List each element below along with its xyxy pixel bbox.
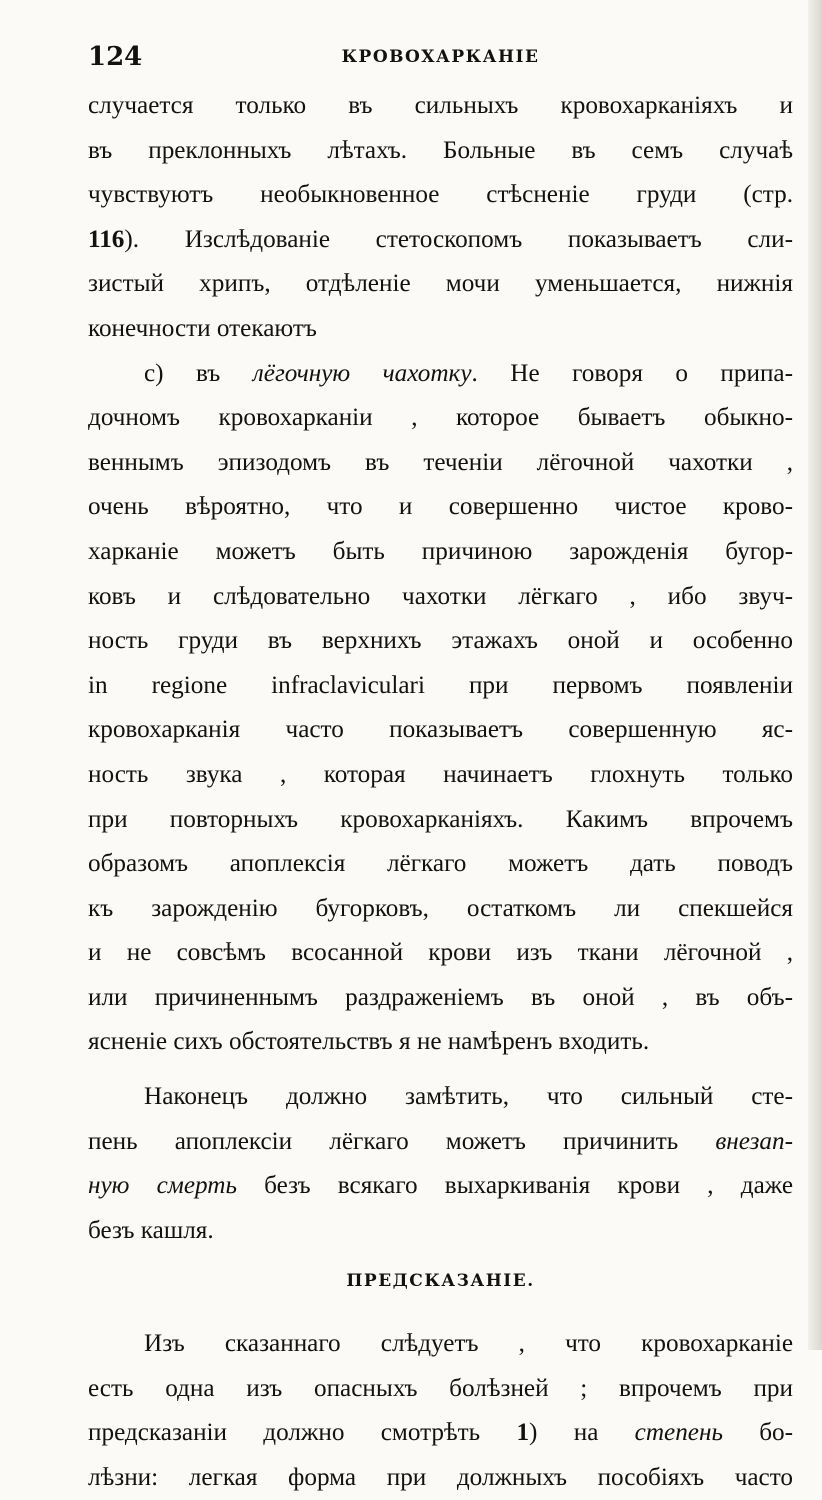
- text-fragment: пень апоплексіи лёгкаго можетъ причинить: [88, 1127, 716, 1155]
- text-fragment: c) въ: [144, 359, 253, 387]
- italic-term: степень: [634, 1419, 723, 1447]
- italic-term: внезап-: [715, 1127, 793, 1155]
- text-line: харканіе можетъ быть причиною зарожденія бугор-: [88, 537, 793, 565]
- text-line: [88, 352, 793, 397]
- italic-term: лёгочную чахотку: [252, 359, 472, 387]
- text-line: конечности отекаютъ: [88, 314, 317, 342]
- text-line: образомъ апоплексія лёгкаго можетъ дать поводъ: [88, 850, 793, 878]
- text-line: въ преклонныхъ лѣтахъ. Больные въ семъ случаѣ: [88, 136, 793, 164]
- text-line: чувствуютъ необыкновенное стѣсненіе груди (стр.: [88, 181, 793, 209]
- text-line: лѣзни: легкая форма при должныхъ пособіяхъ часто: [88, 1463, 793, 1491]
- text-line: кровохарканія часто показываетъ совершенную яс-: [88, 716, 793, 744]
- text-fragment: . Не говоря о припа-: [471, 359, 794, 387]
- text-line: [88, 218, 793, 263]
- page-edge-shadow: [808, 0, 822, 1350]
- text-line: или причиненнымъ раздраженіемъ въ оной , въ объ-: [88, 983, 793, 1011]
- text-fragment: безъ всякаго выхаркиванія крови , даже: [236, 1172, 794, 1200]
- text-line: Наконецъ должно замѣтить, что сильный сте-: [144, 1083, 793, 1111]
- italic-term: ную смерть: [88, 1172, 237, 1200]
- page-header: [88, 40, 793, 74]
- text-line: ясненіе сихъ обстоятельствъ я не намѣренъ входить.: [88, 1028, 650, 1056]
- page-reference: 116: [88, 225, 125, 253]
- text-line: и не совсѣмъ всосанной крови изъ ткани лёгочной ,: [88, 939, 793, 967]
- text-line: есть одна изъ опасныхъ болѣзней ; впрочемъ при: [88, 1374, 793, 1402]
- text-line: веннымъ эпизодомъ въ теченіи лёгочной чахотки ,: [88, 448, 793, 476]
- text-line: ковъ и слѣдовательно чахотки лёгкаго , ибо звуч-: [88, 582, 793, 610]
- body-text: [88, 84, 793, 1500]
- text-fragment: ) на: [529, 1419, 635, 1447]
- text-fragment: бо-: [722, 1419, 794, 1447]
- text-line: зистый хрипъ, отдѣленіе мочи уменьшается, нижнія: [88, 270, 793, 298]
- list-number: 1: [516, 1419, 530, 1447]
- running-title: КРОВОХАРКАНІЕ: [341, 47, 540, 67]
- text-fragment: предсказаніи должно смотрѣть: [88, 1419, 517, 1447]
- text-line: in regione infraclaviculari при первомъ появленіи: [88, 671, 793, 699]
- text-line: къ зарожденію бугорковъ, остаткомъ ли спекшейся: [88, 894, 793, 922]
- page-number: 124: [88, 42, 143, 72]
- section-heading: ПРЕДСКАЗАНІЕ.: [346, 1271, 535, 1292]
- text-line: [88, 1120, 793, 1165]
- text-line: при повторныхъ кровохарканіяхъ. Какимъ впрочемъ: [88, 805, 793, 833]
- text-line: ность груди въ верхнихъ этажахъ оной и особенно: [88, 627, 793, 655]
- text-line: дочномъ кровохарканіи , которое бываетъ обыкно-: [88, 404, 793, 432]
- text-line: [88, 1411, 793, 1456]
- text-line: очень вѣроятно, что и совершенно чистое крово-: [88, 493, 793, 521]
- text-line: ность звука , которая начинаетъ глохнуть только: [88, 760, 793, 788]
- text-line: Изъ сказаннаго слѣдуетъ , что кровохарканіе: [144, 1330, 793, 1358]
- text-fragment: ). Изслѣдованіе стетоскопомъ показываетъ сли-: [124, 225, 793, 253]
- text-line: случается только въ сильныхъ кровохарканіяхъ и: [88, 92, 793, 119]
- text-line: [88, 1164, 793, 1209]
- text-line: безъ кашля.: [88, 1216, 214, 1244]
